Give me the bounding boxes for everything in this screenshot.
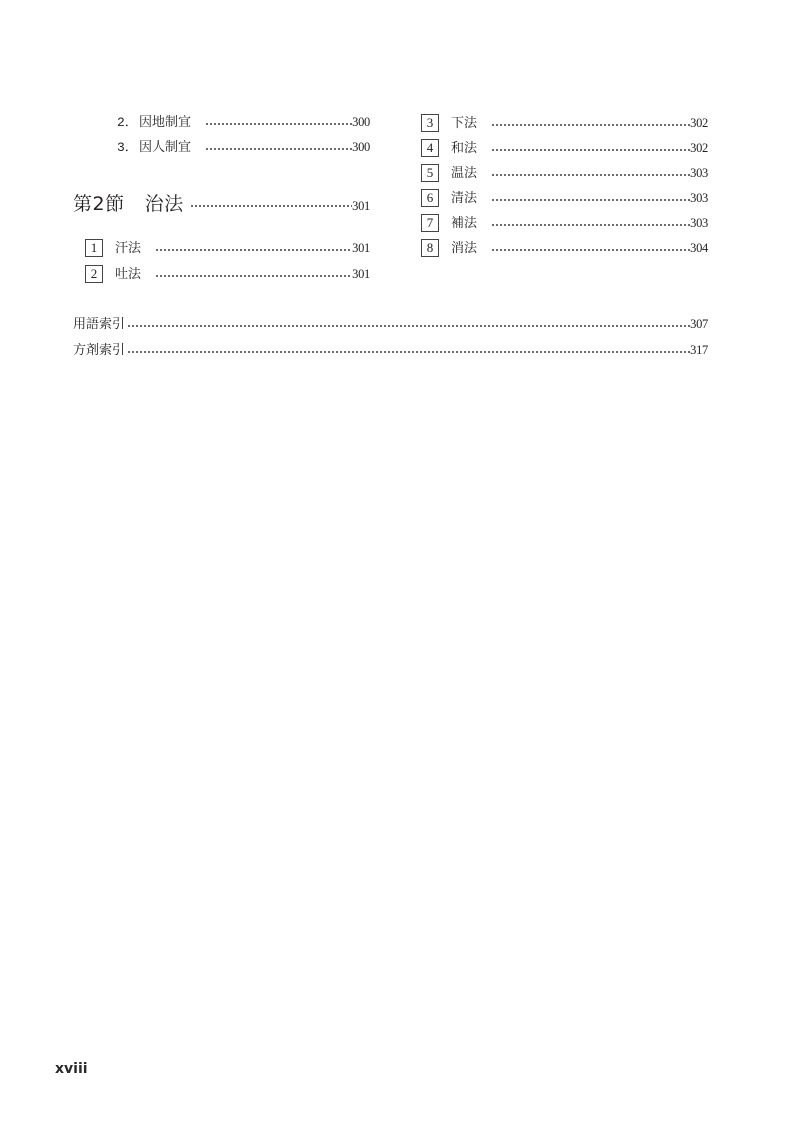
entry-title: 因地制宜 [139,113,192,129]
dot-leader [205,123,352,125]
entry-title: 補法 [451,215,478,230]
boxed-number: 6 [421,189,439,207]
toc-entry[interactable] [421,113,708,133]
toc-entry-index[interactable] [73,340,708,360]
dot-leader [155,275,352,277]
page-number: 303 [690,216,708,230]
boxed-number: 1 [85,239,103,257]
dot-leader [127,325,690,327]
dot-leader [155,249,352,251]
dot-leader [491,149,690,151]
toc-entry[interactable] [421,238,708,258]
boxed-number: 2 [85,265,103,283]
entry-title: 清法 [451,190,478,205]
entry-title: 消法 [451,240,478,255]
entry-title: 汗法 [115,240,142,255]
page-number: 303 [690,191,708,205]
toc-entry[interactable] [117,112,370,132]
page-number: 317 [690,343,708,357]
page-number: 302 [690,141,708,155]
section-heading[interactable] [73,189,370,215]
dot-leader [491,174,690,176]
boxed-number: 3 [421,114,439,132]
page-number: 307 [690,317,708,331]
boxed-number: 7 [421,214,439,232]
toc-entry-index[interactable] [73,314,708,334]
toc-entry[interactable] [85,264,370,284]
entry-title: 和法 [451,140,478,155]
dot-leader [127,351,690,353]
boxed-number: 4 [421,139,439,157]
page-number: 304 [690,241,708,255]
page-number: 301 [352,267,370,281]
page-number: 301 [352,198,370,213]
page-number: 300 [352,140,370,154]
section-title: 治法 [144,192,184,215]
toc-entry[interactable] [421,163,708,183]
entry-label [117,112,191,133]
section-label: 第2節 [73,192,125,215]
dot-leader [491,124,690,126]
dot-leader [190,205,353,207]
toc-entry[interactable] [117,137,370,157]
entry-number: 2． [117,114,138,130]
entry-label [117,137,191,158]
entry-title: 用語索引 [73,316,126,331]
entry-title: 下法 [451,115,478,130]
entry-number: 3． [117,139,138,155]
dot-leader [205,148,352,150]
dot-leader [491,249,690,251]
page-folio: xviii [55,1061,88,1077]
boxed-number: 5 [421,164,439,182]
dot-leader [491,224,690,226]
toc-entry[interactable] [421,213,708,233]
toc-entry[interactable] [421,138,708,158]
entry-title: 方剤索引 [73,342,126,357]
page-number: 300 [352,115,370,129]
page-number: 302 [690,116,708,130]
toc-entry[interactable] [85,238,370,258]
dot-leader [491,199,690,201]
page-number: 301 [352,241,370,255]
page-number: 303 [690,166,708,180]
toc-entry[interactable] [421,188,708,208]
entry-title: 因人制宜 [139,138,192,154]
boxed-number: 8 [421,239,439,257]
entry-title: 温法 [451,165,478,180]
entry-title: 吐法 [115,266,142,281]
